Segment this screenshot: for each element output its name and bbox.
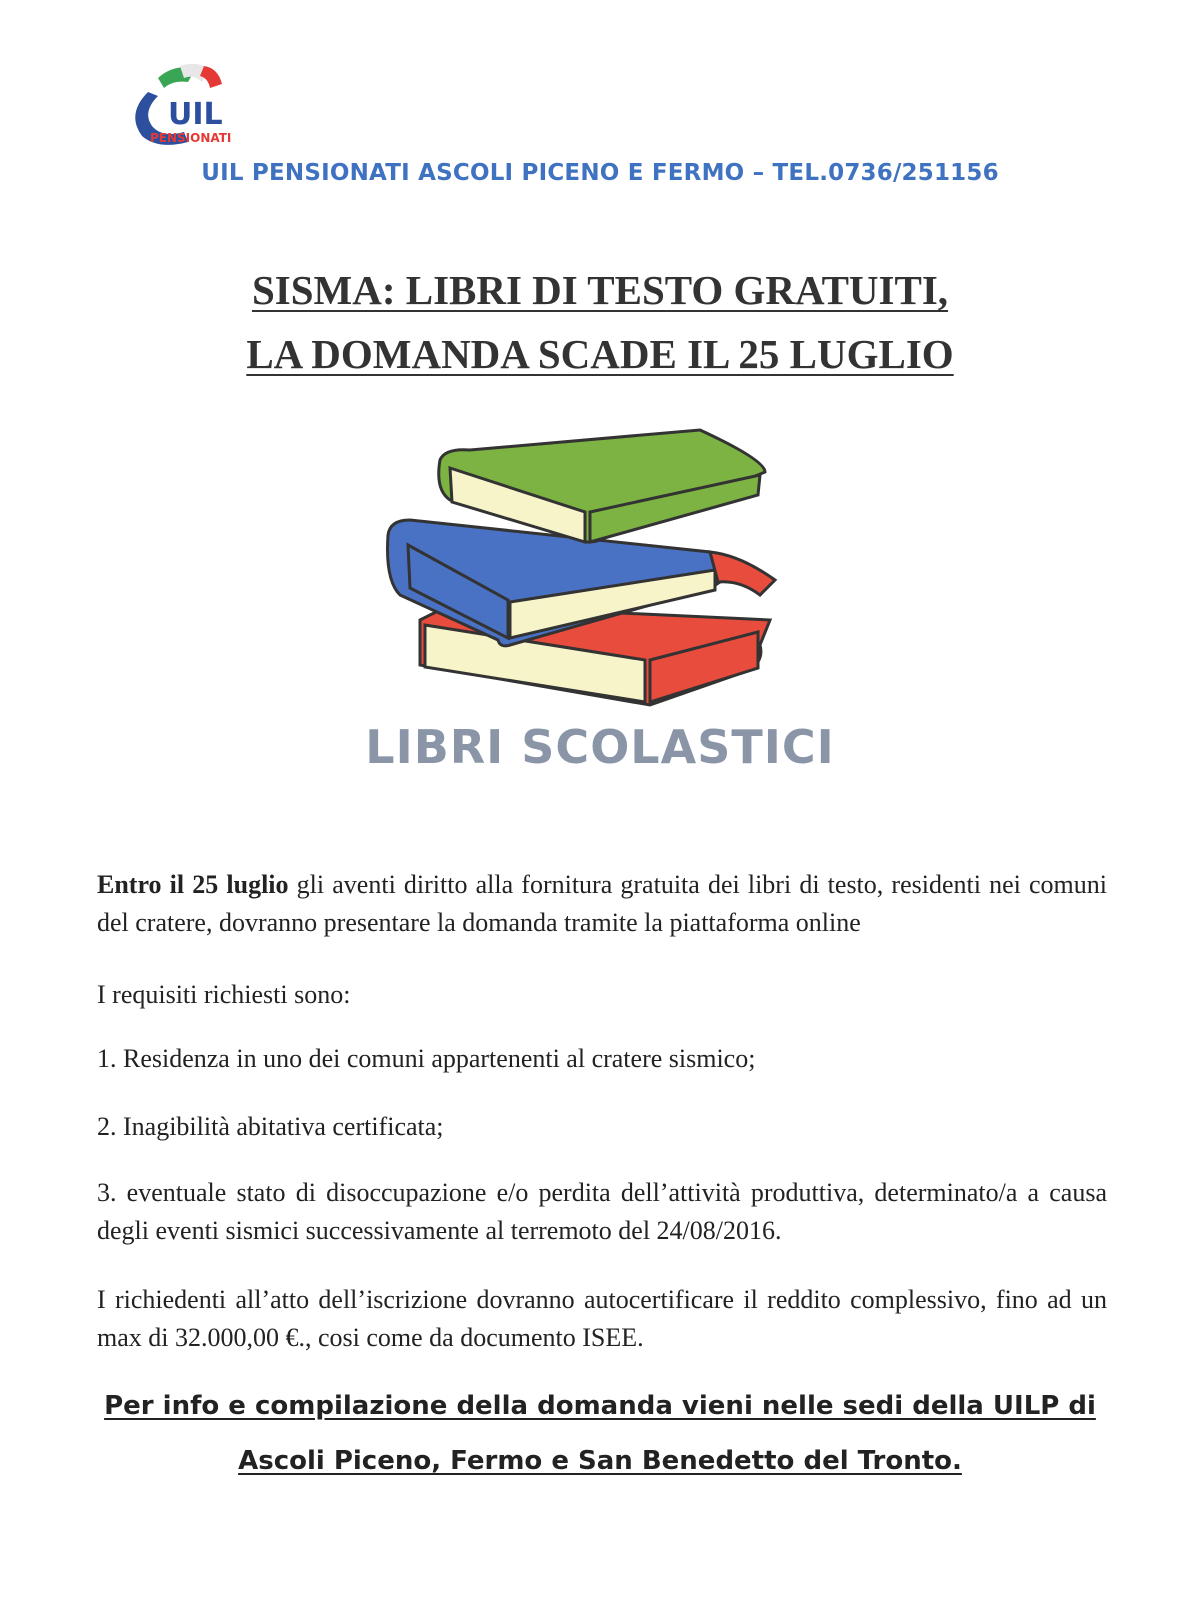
intro-rest: gli aventi diritto alla fornitura gratuita dei libri di testo, residenti nei comuni del cratere, dovranno presentare la domanda tramite la piattaforma online	[97, 870, 1107, 937]
requirements-heading: I requisiti richiesti sono:	[97, 980, 351, 1009]
requirement-item-1: 1. Residenza in uno dei comuni appartenenti al cratere sismico;	[97, 1044, 756, 1073]
page-title	[0, 258, 1200, 386]
svg-text:PENSIONATI: PENSIONATI	[150, 131, 232, 145]
books-caption: LIBRI SCOLASTICI	[365, 720, 835, 774]
title-line-1: SISMA: LIBRI DI TESTO GRATUITI,	[251, 267, 949, 313]
svg-text:UIL: UIL	[168, 97, 223, 132]
footer-line-1: Per info e compilazione della domanda vieni nelle sedi della UILP di	[104, 1391, 1096, 1421]
uil-pensionati-logo	[118, 58, 244, 154]
books-stack-illustration	[380, 420, 800, 720]
footer-line-2: Ascoli Piceno, Fermo e San Benedetto del Tronto.	[238, 1446, 962, 1476]
intro-paragraph	[97, 866, 1107, 942]
green-book	[439, 430, 765, 542]
header-contact-line: UIL PENSIONATI ASCOLI PICENO E FERMO – TEL.0736/251156	[201, 160, 999, 186]
requirement-item-2: 2. Inagibilità abitativa certificata;	[97, 1112, 444, 1141]
income-note: I richiedenti all’atto dell’iscrizione dovranno autocertificare il reddito complessivo, fino ad un max di 32.000,00 €., cosi come da documento ISEE.	[97, 1285, 1107, 1352]
intro-bold: Entro il 25 luglio	[97, 870, 289, 899]
title-line-2: LA DOMANDA SCADE IL 25 LUGLIO	[246, 331, 954, 377]
requirement-item-3: 3. eventuale stato di disoccupazione e/o perdita dell’attività produttiva, determinato/a a causa degli eventi sismici successivamente al terremoto del 24/08/2016.	[97, 1178, 1107, 1245]
